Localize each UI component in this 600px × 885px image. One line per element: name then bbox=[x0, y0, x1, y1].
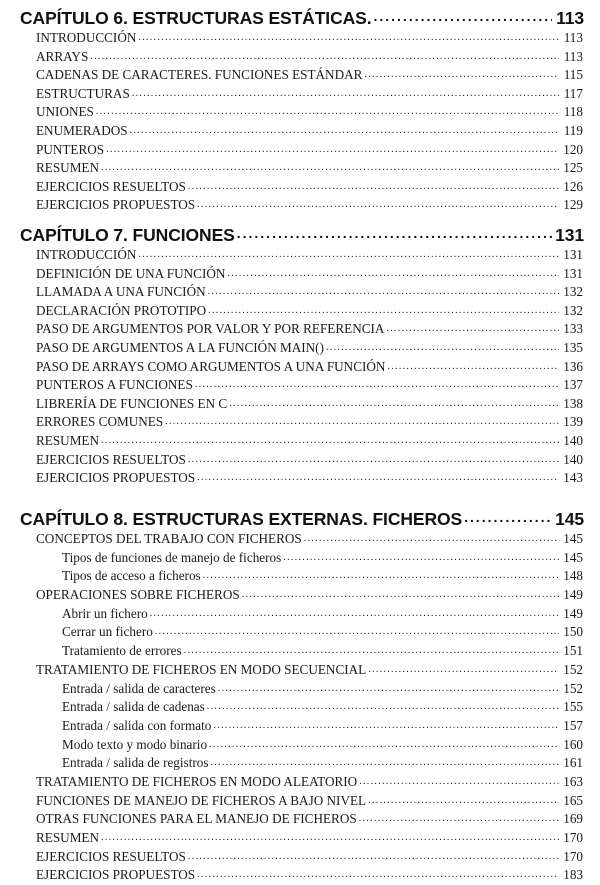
toc-entry bbox=[36, 661, 583, 680]
entry-label: Abrir un fichero bbox=[62, 605, 148, 621]
toc-entry bbox=[36, 810, 583, 829]
entry-page-number: 115 bbox=[563, 67, 583, 83]
entry-label: RESUMEN bbox=[36, 160, 100, 176]
entry-label: PUNTEROS bbox=[36, 141, 105, 157]
toc-entry bbox=[36, 85, 583, 104]
entry-label: Entrada / salida de registros bbox=[62, 755, 209, 771]
toc-entry bbox=[36, 530, 583, 549]
entry-label: Entrada / salida de cadenas bbox=[62, 699, 205, 715]
entry-label: LLAMADA A UNA FUNCIÓN bbox=[36, 284, 206, 300]
entry-page-number: 139 bbox=[563, 414, 583, 430]
toc-entry bbox=[36, 283, 583, 302]
toc-entry bbox=[36, 178, 583, 197]
entry-page-number: 113 bbox=[563, 30, 583, 45]
entry-label: TRATAMIENTO DE FICHEROS EN MODO ALEATORIO bbox=[36, 773, 358, 789]
entry-label: PUNTEROS A FUNCIONES bbox=[36, 377, 193, 393]
toc-entry bbox=[36, 848, 583, 867]
entry-page-number: 138 bbox=[563, 395, 583, 411]
entry-page-number: 131 bbox=[563, 265, 583, 281]
entry-label: RESUMEN bbox=[36, 432, 100, 448]
entry-page-number: 160 bbox=[563, 736, 583, 752]
dot-leader bbox=[208, 302, 559, 321]
entry-page-number: 118 bbox=[563, 104, 583, 120]
dot-leader bbox=[106, 141, 559, 160]
chapter-page-number: 145 bbox=[555, 509, 584, 529]
toc-entry bbox=[36, 773, 583, 792]
dot-leader bbox=[387, 358, 559, 377]
dot-leader bbox=[359, 773, 559, 792]
entry-page-number: 113 bbox=[563, 48, 583, 64]
entry-label: Tipos de funciones de manejo de ficheros bbox=[62, 549, 282, 565]
dot-leader bbox=[130, 122, 559, 141]
chapter-title: CAPÍTULO 7. FUNCIONES bbox=[20, 225, 235, 245]
toc-entry bbox=[36, 451, 583, 470]
toc-entry bbox=[36, 469, 583, 488]
entry-page-number: 165 bbox=[563, 792, 583, 808]
toc-subentry bbox=[62, 642, 583, 661]
chapter-8-section bbox=[0, 508, 600, 885]
chapter-entries bbox=[0, 530, 600, 885]
entry-page-number: 143 bbox=[563, 470, 583, 486]
entry-page-number: 135 bbox=[563, 339, 583, 355]
toc-entry bbox=[36, 159, 583, 178]
entry-label: ARRAYS bbox=[36, 48, 89, 64]
toc-entry bbox=[36, 48, 583, 67]
toc-entry bbox=[36, 866, 583, 885]
dot-leader bbox=[101, 159, 559, 178]
entry-label: OTRAS FUNCIONES PARA EL MANEJO DE FICHEROS bbox=[36, 811, 357, 827]
toc-entry bbox=[36, 29, 583, 48]
dot-leader bbox=[386, 320, 559, 339]
toc-entry bbox=[36, 358, 583, 377]
dot-leader bbox=[207, 698, 559, 717]
toc-subentry bbox=[62, 549, 583, 568]
dot-leader bbox=[188, 451, 559, 470]
entry-label: FUNCIONES DE MANEJO DE FICHEROS A BAJO NIVEL bbox=[36, 792, 367, 808]
dot-leader bbox=[464, 508, 552, 528]
entry-label: PASO DE ARGUMENTOS POR VALOR Y POR REFERENCIA bbox=[36, 321, 385, 337]
dot-leader bbox=[195, 376, 559, 395]
toc-subentry bbox=[62, 717, 583, 736]
chapter-title: CAPÍTULO 8. ESTRUCTURAS EXTERNAS. FICHEROS bbox=[20, 509, 463, 529]
entry-label: Entrada / salida de caracteres bbox=[62, 680, 216, 696]
chapter-7-section bbox=[0, 224, 600, 488]
toc-entry bbox=[36, 376, 583, 395]
toc-entry bbox=[36, 246, 583, 265]
chapter-page-number: 131 bbox=[555, 225, 584, 245]
entry-page-number: 129 bbox=[563, 197, 583, 213]
toc-subentry bbox=[62, 736, 583, 755]
entry-label: LIBRERÍA DE FUNCIONES EN C bbox=[36, 395, 228, 411]
dot-leader bbox=[208, 283, 559, 302]
toc-entry bbox=[36, 413, 583, 432]
entry-label: EJERCICIOS RESUELTOS bbox=[36, 178, 186, 194]
dot-leader bbox=[138, 246, 559, 265]
chapter-entries bbox=[0, 246, 600, 488]
entry-label: ESTRUCTURAS bbox=[36, 85, 130, 101]
dot-leader bbox=[188, 178, 559, 197]
entry-page-number: 132 bbox=[563, 284, 583, 300]
chapter-title: CAPÍTULO 6. ESTRUCTURAS ESTÁTICAS. bbox=[20, 8, 372, 28]
entry-label: DECLARACIÓN PROTOTIPO bbox=[36, 302, 207, 318]
toc-subentry bbox=[62, 680, 583, 699]
entry-page-number: 170 bbox=[563, 848, 583, 864]
entry-page-number: 152 bbox=[563, 680, 583, 696]
dot-leader bbox=[165, 413, 559, 432]
entry-label: PASO DE ARGUMENTOS A LA FUNCIÓN MAIN() bbox=[36, 339, 324, 355]
dot-leader bbox=[197, 866, 559, 885]
entry-label: ENUMERADOS bbox=[36, 122, 128, 138]
toc-entry bbox=[36, 265, 583, 284]
dot-leader bbox=[373, 7, 552, 27]
toc-entry bbox=[36, 339, 583, 358]
dot-leader bbox=[359, 810, 559, 829]
entry-label: Modo texto y modo binario bbox=[62, 736, 208, 752]
toc-entry bbox=[36, 829, 583, 848]
entry-page-number: 140 bbox=[563, 451, 583, 467]
entry-label: Tratamiento de errores bbox=[62, 643, 182, 659]
entry-label: CONCEPTOS DEL TRABAJO CON FICHEROS bbox=[36, 531, 302, 546]
entry-page-number: 183 bbox=[563, 867, 583, 883]
chapter-title-row bbox=[20, 7, 584, 29]
dot-leader bbox=[155, 623, 559, 642]
toc-subentry bbox=[62, 754, 583, 773]
dot-leader bbox=[132, 85, 559, 104]
toc-subentry bbox=[62, 605, 583, 624]
entry-label: EJERCICIOS PROPUESTOS bbox=[36, 197, 196, 213]
entry-page-number: 149 bbox=[563, 605, 583, 621]
chapter-title-row bbox=[20, 508, 584, 530]
dot-leader bbox=[237, 224, 552, 244]
dot-leader bbox=[210, 754, 559, 773]
dot-leader bbox=[326, 339, 559, 358]
toc-entry bbox=[36, 141, 583, 160]
toc-entry bbox=[36, 395, 583, 414]
chapter-entries bbox=[0, 29, 600, 215]
entry-page-number: 125 bbox=[563, 160, 583, 176]
dot-leader bbox=[203, 567, 559, 586]
dot-leader bbox=[138, 29, 559, 48]
entry-label: Tipos de acceso a ficheros bbox=[62, 568, 201, 584]
entry-page-number: 152 bbox=[563, 661, 583, 677]
toc-subentry bbox=[62, 567, 583, 586]
entry-page-number: 140 bbox=[563, 432, 583, 448]
entry-page-number: 151 bbox=[563, 643, 583, 659]
dot-leader bbox=[368, 661, 559, 680]
chapter-6-section bbox=[0, 7, 600, 215]
entry-page-number: 163 bbox=[563, 773, 583, 789]
dot-leader bbox=[197, 196, 559, 215]
dot-leader bbox=[218, 680, 559, 699]
entry-label: CADENAS DE CARACTERES. FUNCIONES ESTÁNDAR bbox=[36, 67, 363, 83]
dot-leader bbox=[229, 395, 559, 414]
entry-page-number: 126 bbox=[563, 178, 583, 194]
entry-label: OPERACIONES SOBRE FICHEROS bbox=[36, 587, 240, 603]
entry-page-number: 161 bbox=[563, 755, 583, 771]
entry-page-number: 170 bbox=[563, 830, 583, 845]
entry-label: EJERCICIOS RESUELTOS bbox=[36, 848, 186, 864]
dot-leader bbox=[150, 605, 559, 624]
entry-page-number: 133 bbox=[563, 321, 583, 337]
entry-page-number: 155 bbox=[563, 699, 583, 715]
toc-subentry bbox=[62, 623, 583, 642]
chapter-title-row bbox=[20, 224, 584, 246]
entry-page-number: 169 bbox=[563, 811, 583, 827]
dot-leader bbox=[209, 736, 559, 755]
dot-leader bbox=[90, 48, 559, 67]
entry-label: RESUMEN bbox=[36, 830, 100, 845]
entry-page-number: 145 bbox=[563, 531, 583, 546]
entry-label: Cerrar un fichero bbox=[62, 624, 153, 640]
dot-leader bbox=[96, 103, 559, 122]
entry-page-number: 149 bbox=[563, 587, 583, 603]
entry-page-number: 137 bbox=[563, 377, 583, 393]
entry-label: DEFINICIÓN DE UNA FUNCIÓN bbox=[36, 265, 226, 281]
toc-entry bbox=[36, 66, 583, 85]
entry-label: EJERCICIOS PROPUESTOS bbox=[36, 867, 196, 883]
entry-page-number: 136 bbox=[563, 358, 583, 374]
entry-label: INTRODUCCIÓN bbox=[36, 30, 137, 45]
entry-page-number: 150 bbox=[563, 624, 583, 640]
toc-entry bbox=[36, 792, 583, 811]
entry-page-number: 157 bbox=[563, 717, 583, 733]
entry-label: ERRORES COMUNES bbox=[36, 414, 164, 430]
dot-leader bbox=[227, 265, 559, 284]
entry-label: TRATAMIENTO DE FICHEROS EN MODO SECUENCIAL bbox=[36, 661, 367, 677]
toc-entry bbox=[36, 103, 583, 122]
entry-label: EJERCICIOS RESUELTOS bbox=[36, 451, 186, 467]
entry-label: Entrada / salida con formato bbox=[62, 717, 212, 733]
entry-label: UNIONES bbox=[36, 104, 94, 120]
toc-entry bbox=[36, 432, 583, 451]
entry-page-number: 119 bbox=[563, 122, 583, 138]
dot-leader bbox=[213, 717, 559, 736]
toc-entry bbox=[36, 196, 583, 215]
dot-leader bbox=[304, 530, 559, 549]
entry-label: PASO DE ARRAYS COMO ARGUMENTOS A UNA FUNCIÓN bbox=[36, 358, 386, 374]
chapter-page-number: 113 bbox=[556, 8, 584, 28]
toc-entry bbox=[36, 586, 583, 605]
toc-subentry bbox=[62, 698, 583, 717]
entry-page-number: 117 bbox=[563, 85, 583, 101]
entry-page-number: 148 bbox=[563, 568, 583, 584]
entry-page-number: 132 bbox=[563, 302, 583, 318]
toc-entry bbox=[36, 122, 583, 141]
toc-entry bbox=[36, 302, 583, 321]
dot-leader bbox=[184, 642, 559, 661]
entry-page-number: 120 bbox=[563, 141, 583, 157]
toc-entry bbox=[36, 320, 583, 339]
entry-label: EJERCICIOS PROPUESTOS bbox=[36, 470, 196, 486]
entry-label: INTRODUCCIÓN bbox=[36, 247, 137, 262]
dot-leader bbox=[364, 66, 559, 85]
entry-page-number: 131 bbox=[563, 247, 583, 262]
dot-leader bbox=[188, 848, 559, 867]
dot-leader bbox=[368, 792, 559, 811]
dot-leader bbox=[242, 586, 559, 605]
dot-leader bbox=[283, 549, 559, 568]
dot-leader bbox=[197, 469, 559, 488]
dot-leader bbox=[101, 432, 559, 451]
dot-leader bbox=[101, 829, 559, 848]
entry-page-number: 145 bbox=[563, 549, 583, 565]
